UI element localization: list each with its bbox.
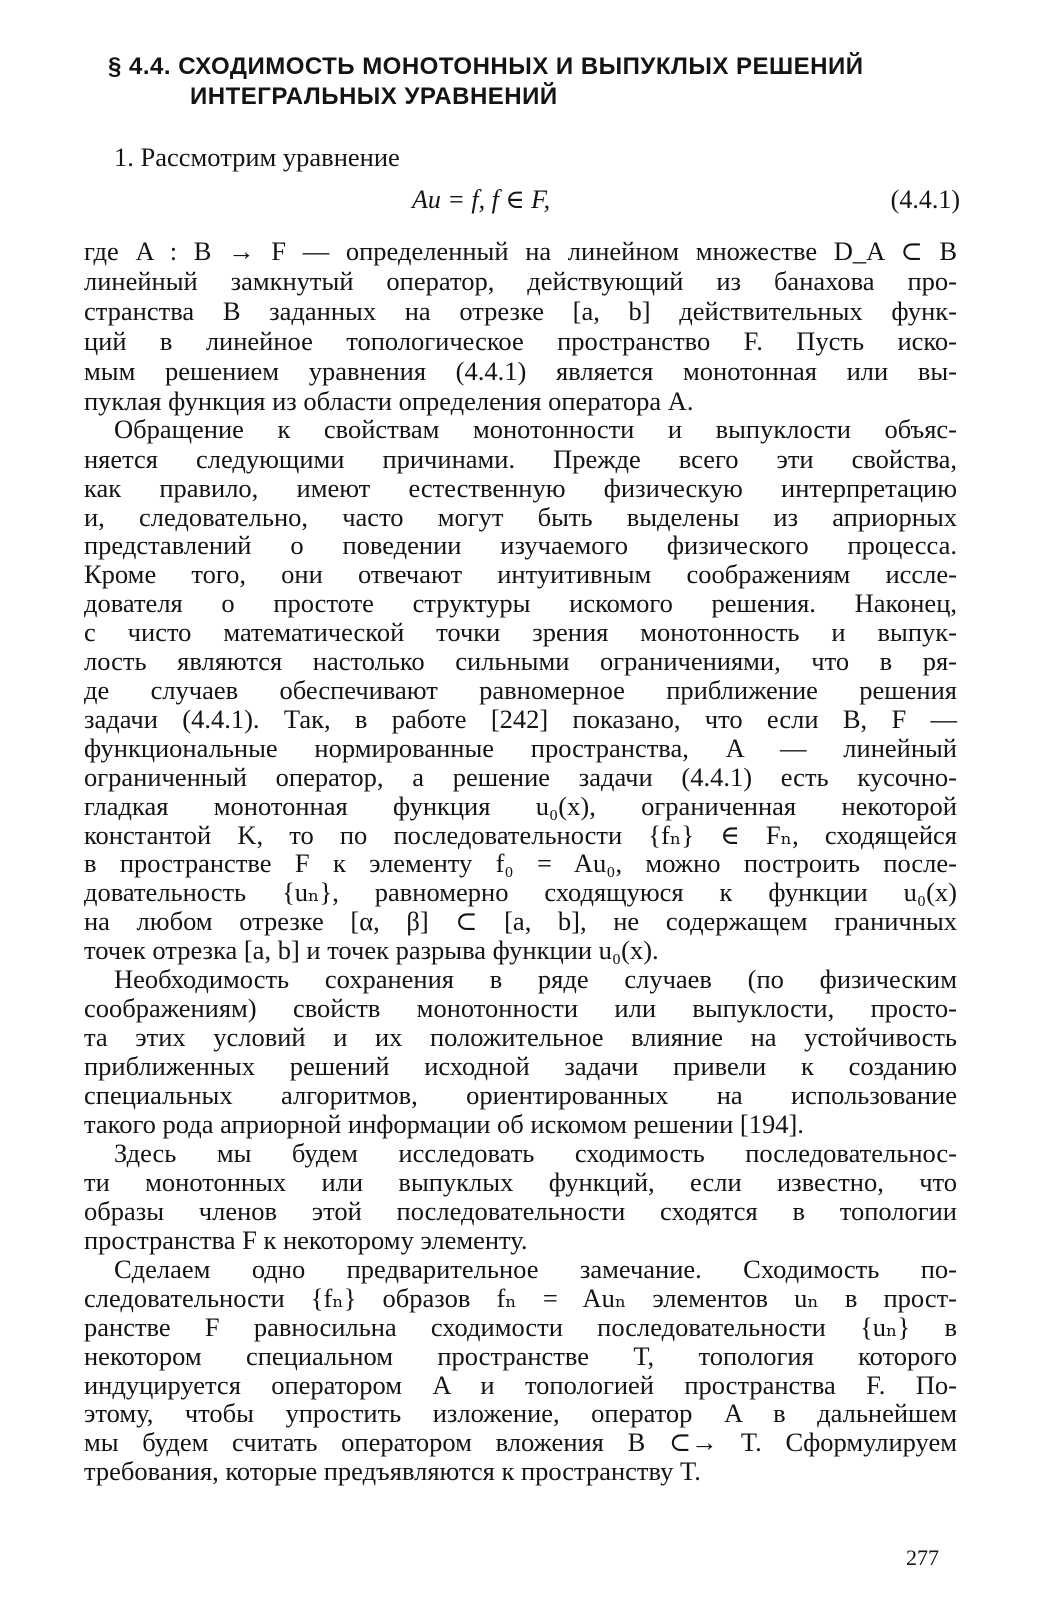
text-line: на любом отрезке [α, β] ⊂ [a, b], не содержащем граничных <box>84 906 957 936</box>
text-line: с чисто математической точки зрения монотонность и выпук- <box>84 617 957 647</box>
text-line: как правило, имеют естественную физическую интерпретацию <box>84 473 957 503</box>
text-line: де случаев обеспечивают равномерное приближение решения <box>84 675 957 705</box>
text-line: пуклая функция из области определения оператора A. <box>84 386 694 416</box>
text-line: пространства F к некоторому элементу. <box>84 1225 528 1255</box>
text-line: мым решением уравнения (4.4.1) является монотонная или вы- <box>84 356 957 386</box>
text-line: такого рода априорной информации об искомом решении [194]. <box>84 1109 804 1139</box>
text-line: Здесь мы будем исследовать сходимость последовательнос- <box>114 1138 957 1168</box>
text-line: специальных алгоритмов, ориентированных на использование <box>84 1080 957 1110</box>
text-line: Обращение к свойствам монотонности и выпуклости объяс- <box>114 414 957 444</box>
text-line: индуцируется оператором A и топологией пространства F. По- <box>84 1370 957 1400</box>
text-line: этому, чтобы упростить изложение, оператор A в дальнейшем <box>84 1398 957 1428</box>
text-line: ранстве F равносильна сходимости последовательности {uₙ} в <box>84 1312 957 1342</box>
text-line: линейный замкнутый оператор, действующий из банахова про- <box>84 266 957 296</box>
text-line: Кроме того, они отвечают интуитивным соображениям иссле- <box>84 559 957 589</box>
text-line: следовательности {fₙ} образов fₙ = Auₙ элементов uₙ в прост- <box>84 1283 957 1313</box>
text-line: няется следующими причинами. Прежде всего эти свойства, <box>84 444 957 474</box>
section-heading <box>108 52 988 112</box>
text-line: Сделаем одно предварительное замечание. Сходимость по- <box>114 1254 957 1284</box>
text-line: представлений о поведении изучаемого физического процесса. <box>84 530 957 560</box>
text-line: где A : B → F — определенный на линейном множестве D_A ⊂ B <box>84 236 957 266</box>
text-line: ций в линейное топологическое пространство F. Пусть иско- <box>84 326 957 356</box>
text-line: требования, которые предъявляются к пространству T. <box>84 1456 701 1486</box>
text-line: лость являются настолько сильными ограничениями, что в ря- <box>84 646 957 676</box>
text-line: в пространстве F к элементу f₀ = Au₀, можно построить после- <box>84 848 957 878</box>
text-line: дователя о простоте структуры искомого решения. Наконец, <box>84 588 957 618</box>
equation-number: (4.4.1) <box>890 185 960 214</box>
text-line: Необходимость сохранения в ряде случаев (по физическим <box>114 964 957 994</box>
text-line: образы членов этой последовательности сходятся в топологии <box>84 1196 957 1226</box>
intro-line: 1. Рассмотрим уравнение <box>114 142 400 172</box>
text-line: ограниченный оператор, а решение задачи (4.4.1) есть кусочно- <box>84 762 957 792</box>
text-line: и, следовательно, часто могут быть выделены из априорных <box>84 502 957 532</box>
text-line: та этих условий и их положительное влияние на устойчивость <box>84 1022 957 1052</box>
equation-text: Au = f, f ∈ F, <box>412 185 551 214</box>
text-line: странства B заданных на отрезке [a, b] действительных функ- <box>84 296 957 326</box>
text-line: соображениям) свойств монотонности или выпуклости, просто- <box>84 993 957 1023</box>
text-line: функциональные нормированные пространства, A — линейный <box>84 733 957 763</box>
text-line: задачи (4.4.1). Так, в работе [242] показано, что если B, F — <box>84 704 957 734</box>
text-line: гладкая монотонная функция u₀(x), ограниченная некоторой <box>84 791 957 821</box>
text-line: мы будем считать оператором вложения B ⊂→ T. Сформулируем <box>84 1427 957 1457</box>
text-line: некотором специальном пространстве T, топология которого <box>84 1341 957 1371</box>
text-line: довательность {uₙ}, равномерно сходящуюся к функции u₀(x) <box>84 877 957 907</box>
text-line: константой K, то по последовательности {fₙ} ∈ Fₙ, сходящейся <box>84 820 957 850</box>
page-number: 277 <box>906 1545 939 1570</box>
text-line: ти монотонных или выпуклых функций, если известно, что <box>84 1167 957 1197</box>
section-heading-line-2: ИНТЕГРАЛЬНЫХ УРАВНЕНИЙ <box>190 83 558 110</box>
text-line: приближенных решений исходной задачи привели к созданию <box>84 1051 957 1081</box>
section-heading-line-1: § 4.4. СХОДИМОСТЬ МОНОТОННЫХ И ВЫПУКЛЫХ РЕШЕНИЙ <box>108 53 864 80</box>
text-line: точек отрезка [a, b] и точек разрыва функции u₀(x). <box>84 935 659 965</box>
